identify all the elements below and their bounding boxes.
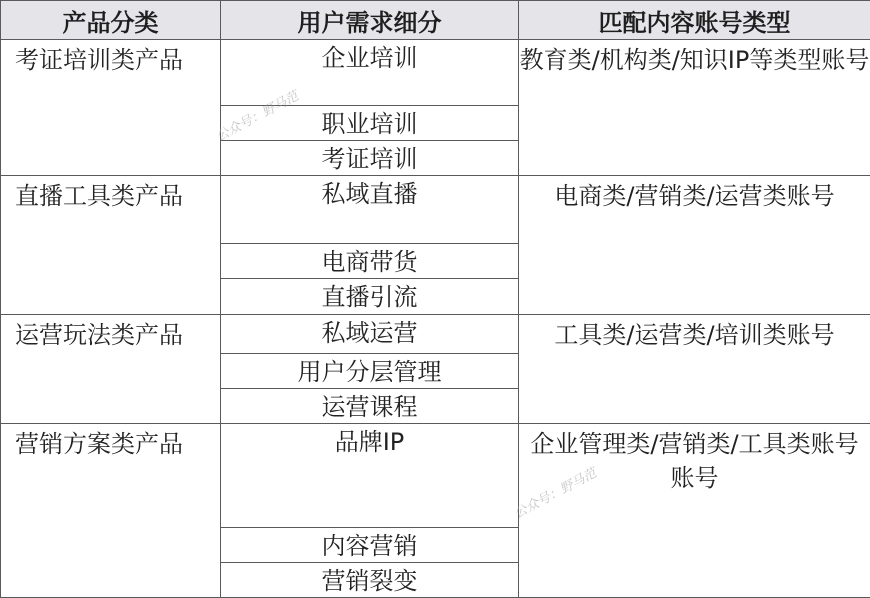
header-product-category: 产品分类 bbox=[1, 1, 221, 40]
header-user-need: 用户需求细分 bbox=[221, 1, 519, 40]
table-header-row bbox=[1, 1, 870, 40]
need-cell: 私域直播 bbox=[221, 176, 519, 244]
need-cell: 营销裂变 bbox=[221, 562, 519, 597]
header-account-type: 匹配内容账号类型 bbox=[519, 1, 870, 40]
table-row bbox=[1, 423, 870, 527]
watermark: 公众号：野马范 bbox=[213, 88, 302, 145]
need-cell: 品牌IP bbox=[221, 423, 519, 527]
table-row bbox=[1, 40, 870, 106]
need-cell: 考证培训 bbox=[221, 141, 519, 176]
match-cell: 工具类/运营类/培训类账号 bbox=[519, 315, 870, 423]
need-cell: 用户分层管理 bbox=[221, 353, 519, 388]
table-row bbox=[1, 176, 870, 244]
need-cell: 运营课程 bbox=[221, 388, 519, 423]
need-cell: 职业培训 bbox=[221, 106, 519, 141]
need-cell: 企业培训 bbox=[221, 40, 519, 106]
match-cell: 企业管理类/营销类/工具类账号账号 bbox=[519, 423, 870, 597]
need-cell: 电商带货 bbox=[221, 244, 519, 279]
watermark: 公众号：野马范 bbox=[511, 465, 600, 522]
need-cell: 私域运营 bbox=[221, 315, 519, 353]
match-cell: 电商类/营销类/运营类账号 bbox=[519, 176, 870, 315]
category-cell: 考证培训类产品 bbox=[1, 40, 221, 176]
category-cell: 营销方案类产品 bbox=[1, 423, 221, 597]
need-cell: 内容营销 bbox=[221, 527, 519, 562]
match-cell: 教育类/机构类/知识IP等类型账号 bbox=[519, 40, 870, 176]
category-cell: 直播工具类产品 bbox=[1, 176, 221, 315]
category-cell: 运营玩法类产品 bbox=[1, 315, 221, 423]
need-cell: 直播引流 bbox=[221, 279, 519, 315]
table-row bbox=[1, 315, 870, 353]
